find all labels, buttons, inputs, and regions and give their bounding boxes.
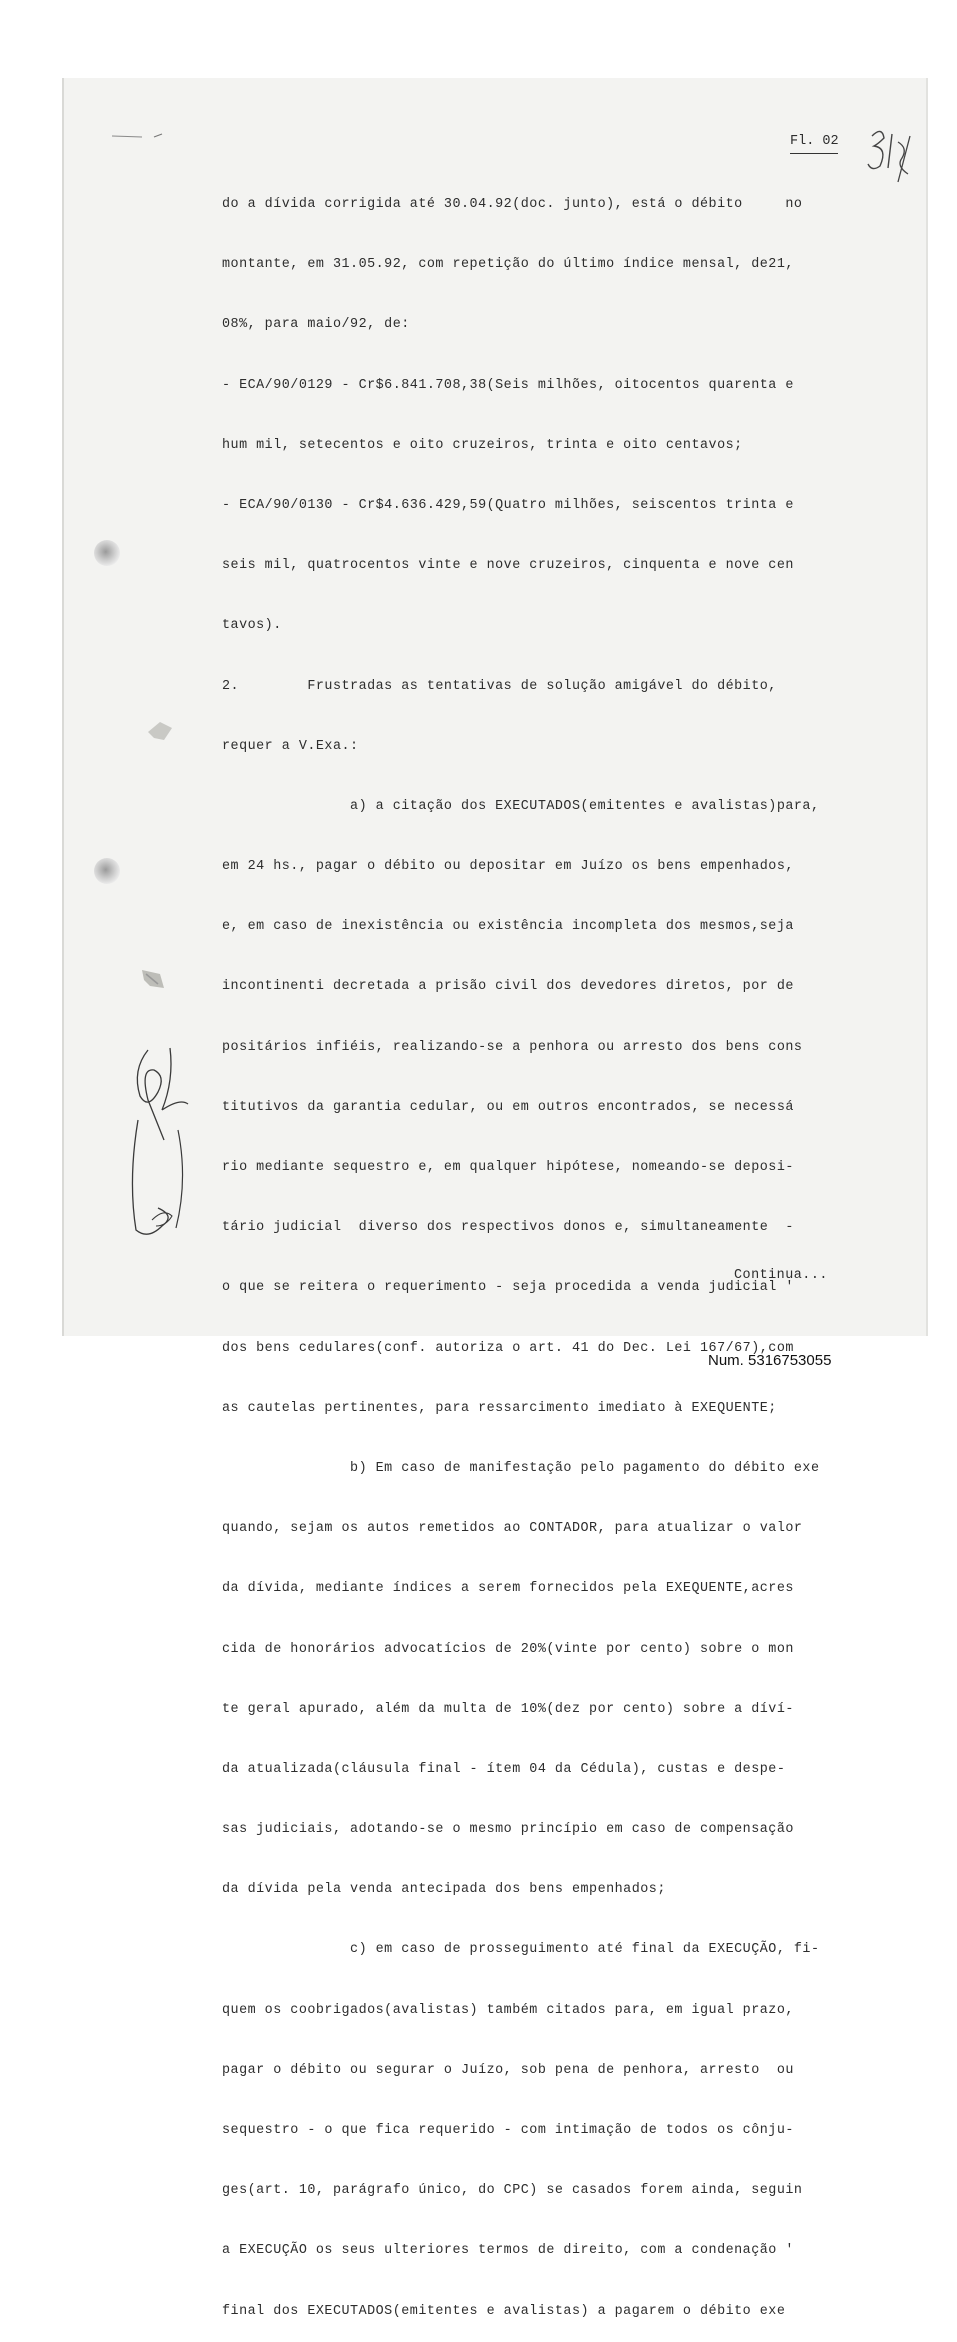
folio-label: Fl. 02	[790, 134, 839, 149]
scan-mark	[112, 132, 164, 140]
text-line: quem os coobrigados(avalistas) também citados para, em igual prazo,	[222, 2002, 794, 2018]
text-line: do a dívida corrigida até 30.04.92(doc. junto), está o débito no	[222, 197, 803, 212]
text-line: 08%, para maio/92, de:	[222, 317, 410, 333]
text-line: b) Em caso de manifestação pelo pagamento do débito exe	[222, 1460, 820, 1476]
text-line: 2. Frustradas as tentativas de solução amigável do débito,	[222, 678, 777, 694]
body-text	[222, 160, 912, 2342]
text-line: incontinenti decretada a prisão civil dos devedores diretos, por de	[222, 979, 794, 995]
text-line: sas judiciais, adotando-se o mesmo princípio em caso de compensação	[222, 1822, 794, 1838]
text-line: tavos).	[222, 618, 282, 634]
text-line: e, em caso de inexistência ou existência incompleta dos mesmos,seja	[222, 919, 794, 935]
text-line: quando, sejam os autos remetidos ao CONTADOR, para atualizar o valor	[222, 1521, 803, 1537]
text-line: cida de honorários advocatícios de 20%(vinte por cento) sobre o mon	[222, 1641, 794, 1657]
stain-mark	[146, 718, 174, 742]
text-line: positários infiéis, realizando-se a penhora ou arresto dos bens cons	[222, 1039, 803, 1055]
text-line: c) em caso de prosseguimento até final da EXECUÇÃO, fi-	[222, 1942, 820, 1958]
folio-underline	[790, 153, 838, 154]
text-line: hum mil, setecentos e oito cruzeiros, trinta e oito centavos;	[222, 437, 743, 453]
text-line: em 24 hs., pagar o débito ou depositar em Juízo os bens empenhados,	[222, 859, 794, 875]
continuation-note: Continua...	[734, 1268, 828, 1283]
text-line: as cautelas pertinentes, para ressarcimento imediato à EXEQUENTE;	[222, 1400, 777, 1416]
text-line: ges(art. 10, parágrafo único, do CPC) se casados forem ainda, seguin	[222, 2183, 803, 2199]
punch-hole-bottom	[94, 858, 120, 884]
text-line: da dívida pela venda antecipada dos bens empenhados;	[222, 1882, 666, 1898]
text-line: - ECA/90/0129 - Cr$6.841.708,38(Seis milhões, oitocentos quarenta e	[222, 377, 794, 393]
text-line: da dívida, mediante índices a serem fornecidos pela EXEQUENTE,acres	[222, 1581, 794, 1597]
text-line: a) a citação dos EXECUTADOS(emitentes e avalistas)para,	[222, 798, 820, 814]
stain-mark	[138, 966, 166, 992]
text-line: montante, em 31.05.92, com repetição do último índice mensal, de21,	[222, 257, 794, 273]
text-line: titutivos da garantia cedular, ou em outros encontrados, se necessá	[222, 1099, 794, 1115]
text-line: o que se reitera o requerimento - seja procedida a venda judicial '	[222, 1280, 794, 1296]
text-line: - ECA/90/0130 - Cr$4.636.429,59(Quatro milhões, seiscentos trinta e	[222, 497, 794, 513]
text-line: rio mediante sequestro e, em qualquer hipótese, nomeando-se deposi-	[222, 1160, 794, 1175]
text-line: seis mil, quatrocentos vinte e nove cruzeiros, cinquenta e nove cen	[222, 558, 794, 574]
text-line: da atualizada(cláusula final - ítem 04 da Cédula), custas e despe-	[222, 1761, 786, 1777]
text-line: a EXECUÇÃO os seus ulteriores termos de direito, com a condenação '	[222, 2243, 794, 2259]
punch-hole-top	[94, 540, 120, 566]
text-line: te geral apurado, além da multa de 10%(dez por cento) sobre a díví-	[222, 1701, 794, 1717]
text-line: sequestro - o que fica requerido - com intimação de todos os cônju-	[222, 2123, 794, 2138]
text-line: final dos EXECUTADOS(emitentes e avalistas) a pagarem o débito exe	[222, 2303, 786, 2319]
text-line: tário judicial diverso dos respectivos donos e, simultaneamente -	[222, 1220, 794, 1236]
text-line: dos bens cedulares(conf. autoriza o art. 41 do Dec. Lei 167/67),com	[222, 1340, 794, 1356]
text-line: requer a V.Exa.:	[222, 738, 359, 754]
document-number: Num. 5316753055	[708, 1352, 832, 1369]
text-line: pagar o débito ou segurar o Juízo, sob pena de penhora, arresto ou	[222, 2062, 794, 2078]
handwritten-signature	[118, 1040, 208, 1250]
